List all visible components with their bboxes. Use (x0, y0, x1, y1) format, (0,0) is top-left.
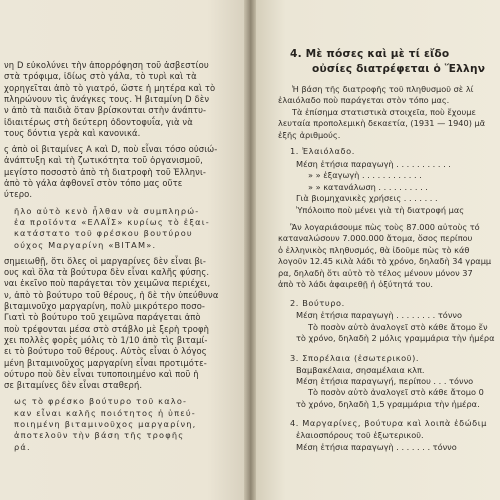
left-text-line: ποὺ τρέφονται μέσα στὸ στάβλο μὲ ξερὴ τροφὴ (4, 323, 210, 334)
section-1-row: » » ἐξαγωγὴ . . . . . . . . . . . . (308, 170, 422, 181)
section-4-row: ἐλαιοσπόρους τοῦ ἐξωτερικοῦ. (296, 430, 424, 441)
section-2-row: Μέση ἐτήσια παραγωγὴ . . . . . . . . τόννο (296, 310, 462, 321)
intro-line: ἐλαιόλαδο ποὺ παράγεται στὸν τόπο μας. (278, 95, 450, 106)
section-4-heading: 4. Μαργαρίνες, βούτυρα καὶ λοιπὰ ἐδώδιμ (290, 418, 487, 429)
left-text-line: ύτερο. (4, 189, 33, 200)
left-text-line: ούτυρο ποὺ δὲν εἶναι τυποποιημένο καὶ ποῦ ἡ (4, 368, 199, 379)
left-text-line: χει πολλὲς φορὲς μόλις τὸ 1/10 ἀπὸ τὶς βιταμί- (4, 334, 208, 345)
section-1-row: Μέση ἐτήσια παραγωγὴ . . . . . . . . . . . (296, 159, 451, 169)
section-1-text: ρα, δηλαδὴ ὅτι αὐτὸ τὸ τέλος μένουν μόνον 37 (278, 267, 473, 278)
right-page (256, 0, 500, 500)
left-text-line: ἐα προϊόντα «ΕΛΑΪΣ» κυρίως τὸ ἐξαι- (14, 216, 210, 227)
left-text-line: καν εἶναι καλῆς ποιότητος ἡ ὑπεύ- (14, 407, 196, 418)
section-1-text: καταναλώσουν 7.000.000 ἄτομα, ὅσος περίπου (278, 233, 473, 244)
left-text-line: σε βιταμίνες δὲν εἶναι σταθερή. (4, 380, 143, 391)
left-page (0, 0, 244, 500)
section-1-text: ὁ ἑλληνικὸς πληθυσμός, θὰ ἰδοῦμε πὼς τὸ κάθ (278, 244, 470, 255)
left-text-line: ἰδιαιτέρως στὴ δεύτερη ὀδοντοφυΐα, γιὰ νὰ (4, 116, 193, 127)
left-text-line: ἀποτελοῦν τὴν βάση τῆς τροφῆς (14, 430, 185, 441)
left-text-line: πληρώνουν τὶς ἀνάγκες τους. Ἡ βιταμίνη D δὲν (4, 93, 210, 104)
left-text-line: ν, ἀπὸ τὸ βούτυρο τοῦ θέρους, ἡ δὲ τὴν ὑπεύθυνα (4, 289, 219, 300)
intro-line: Τὰ ἐπίσημα στατιστικὰ στοιχεῖα, ποὺ ἔχουμε (292, 106, 476, 117)
section-1-heading: 1. Ἐλαιόλαδο. (290, 146, 355, 156)
left-text-line: ούχος Μαργαρίνη «ΒΙΤΑΜ». (14, 239, 157, 250)
left-text-line: ς ἀπὸ οἱ βιταμίνες Α καὶ D, ποὺ εἶναι τόσο οὐσιώ- (4, 144, 218, 155)
left-text-line: ους καὶ ὅλα τὰ βούτυρα δὲν εἶναι καλῆς φύσης. (4, 267, 210, 278)
left-text-line: σημειωθῇ, ὅτι ὅλες οἱ μαργαρίνες δὲν εἶναι βι- (4, 255, 206, 266)
left-text-line: στὰ τρόφιμα, ἰδίως στὸ γάλα, τὸ τυρὶ καὶ τὰ (4, 71, 197, 82)
left-text-line: ῆλο αὐτὸ κενὸ ἦλθαν νὰ συμπληρώ- (14, 205, 200, 216)
section-1-row: Ὑπόλοιπο ποὺ μένει γιὰ τὴ διατροφή μας (296, 204, 465, 215)
intro-line: λευταία προπολεμικὴ δεκαετία, (1931 — 1940) μᾶ (278, 118, 486, 129)
section-4-row: Μέση ἐτήσια παραγωγὴ . . . . . . . τόννο (296, 441, 457, 452)
section-1-text: ἀπὸ τὸ λάδι ἀφαιρεθῇ ἡ ὀξύτητά του. (278, 279, 433, 289)
left-text-line: ν ἀπὸ τὰ παιδιὰ ὅταν βρίσκονται στὴν ἀνάπτυ- (4, 105, 207, 116)
left-text-line: ποιημένη βιταμινοῦχος μαργαρίνη, (14, 419, 197, 429)
section-1-row: » » κατανάλωση . . . . . . . . . . (308, 181, 428, 192)
section-1-text: λογοῦν 12.45 κιλὰ λάδι τὸ χρόνο, δηλαδὴ 34 γραμμ (278, 256, 492, 267)
section-3-row: Μέση ἐτήσια παραγωγή, περίπου . . . τόννο (296, 376, 474, 386)
section-title-line-1: 4. Μὲ πόσες καὶ μὲ τί εἴδο (290, 48, 450, 60)
section-title-line-2: οὐσίες διατρέφεται ὁ Ἕλλην (312, 63, 486, 75)
left-text-line: Γιατὶ τὸ βούτυρο τοῦ χειμῶνα παράγεται ἀπὸ (4, 312, 201, 323)
section-3-row: Τὸ ποσὸν αὐτὸ ἀναλογεῖ στὸ κάθε ἄτομο 0 (308, 387, 484, 398)
left-text-line: ναι ἐκεῖνο ποὺ παράγεται τὸν χειμῶνα περιέχει, (4, 278, 211, 289)
intro-line: Ἡ βάση τῆς διατροφῆς τοῦ πληθυσμοῦ σὲ λί (292, 84, 474, 94)
section-3-row: τὸ χρόνο, δηλαδὴ 1,5 γραμμάρια τὴν ἡμέρα. (296, 398, 480, 409)
section-2-row: τὸ χρόνο, δηλαδὴ 2 μόλις γραμμάρια τὴν ἡμέρα (296, 333, 495, 344)
intro-line: ἑξῆς ἀριθμούς. (278, 129, 341, 140)
left-text-line: μεγίστο ποσοστὸ ἀπὸ τὴ διατροφὴ τοῦ Ἑλληνι- (4, 166, 207, 177)
left-text-line: ἀνάπτυξη καὶ τὴ ζωτικότητα τοῦ ὀργανισμοῦ, (4, 155, 203, 166)
left-text-line: χορηγεῖται ἀπὸ τὸ γιατρό, ὥστε ἡ μητέρα καὶ τὸ (4, 82, 216, 93)
left-text-line: ἀπὸ τὸ γάλα ἀφθονεῖ στὸν τόπο μας οὔτε (4, 178, 183, 188)
section-3-row: Βαμβακέλαια, σησαμέλαια κλπ. (296, 364, 425, 375)
section-1-row: Γιὰ βιομηχανικὲς χρήσεις . . . . . . . (296, 193, 438, 204)
left-text-line: ως τὸ φρέσκο βούτυρο τοῦ καλο- (14, 396, 188, 407)
section-2-row: Τὸ ποσὸν αὐτὸ ἀναλογεῖ στὸ κάθε ἄτομο ἕν (308, 321, 488, 332)
section-2-heading: 2. Βούτυρο. (290, 298, 345, 309)
left-text-line: τους δόντια γερὰ καὶ κανονικά. (4, 127, 141, 138)
book-gutter (244, 0, 256, 500)
left-text-line: βιταμινοῦχο μαργαρίνη, πολὺ μικρότερο ποσο- (4, 301, 206, 311)
section-1-text: Ἂν λογαριάσουμε πὼς τοὺς 87.000 αὐτοὺς τό (290, 222, 480, 232)
section-3-heading: 3. Σπορέλαια (ἐσωτερικοῦ). (290, 352, 420, 363)
left-text-line: ρά. (14, 441, 31, 452)
left-text-line: νη D εὐκολύνει τὴν ἀπορρόφηση τοῦ ἀσβεστίου (4, 60, 209, 70)
left-text-line: κατάστατο τοῦ φρέσκου βουτύρου (14, 228, 193, 239)
left-text-line: μένη βιταμινοῦχος μαργαρίνη εἶναι προτιμότε- (4, 357, 207, 368)
left-text-line: ει τὸ βούτυρο τοῦ θέρους. Αὐτὸς εἶναι ὁ λόγος (4, 346, 207, 357)
